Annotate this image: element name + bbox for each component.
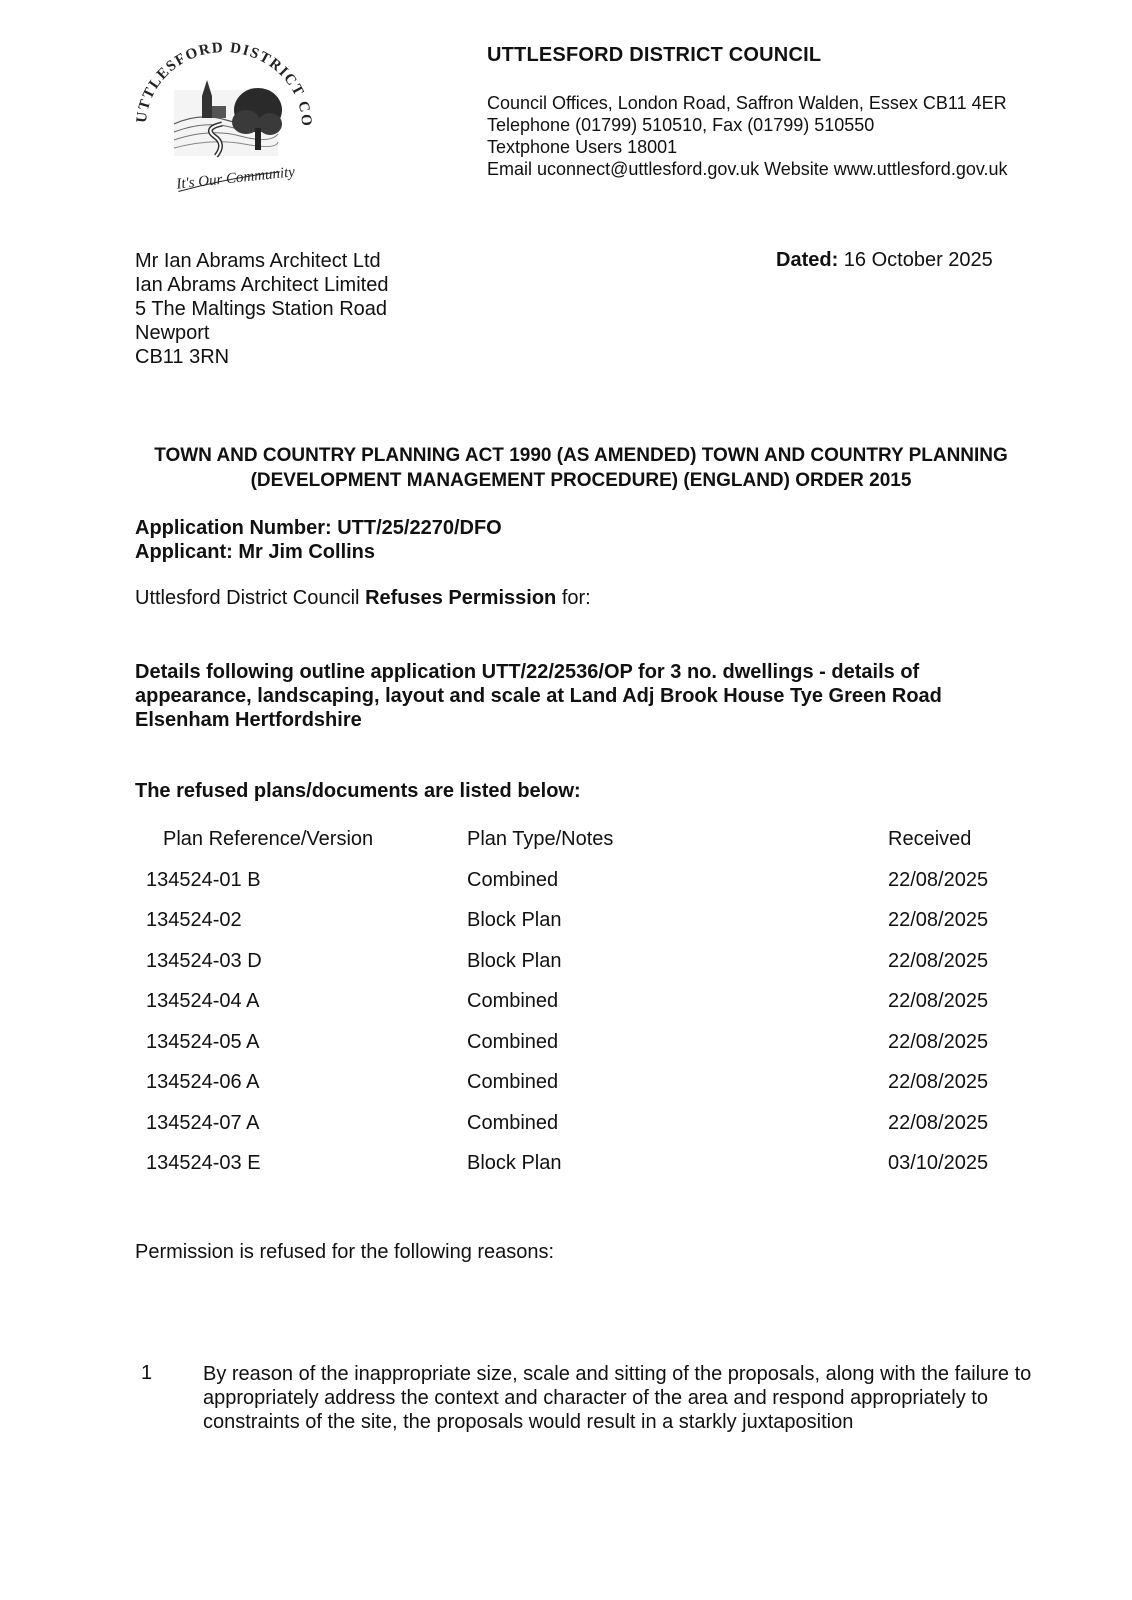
council-textphone: Textphone Users 18001	[487, 137, 678, 157]
council-logo-icon	[130, 28, 318, 200]
letter-date	[776, 249, 993, 272]
plan-type: Combined	[467, 990, 559, 1012]
table-row	[0, 1112, 1132, 1153]
plan-received-date: 22/08/2025	[888, 1111, 989, 1134]
decision-verdict: Refuses Permission	[365, 587, 557, 609]
plan-received-date: 22/08/2025	[888, 949, 989, 972]
table-row	[0, 1071, 1132, 1112]
table-row	[0, 950, 1132, 991]
logo-landscape-icon	[174, 80, 282, 156]
plan-type: Combined	[467, 1111, 559, 1134]
recipient-line: Ian Abrams Architect Limited	[135, 274, 389, 296]
plan-reference: 134524-03 E	[146, 1152, 261, 1174]
plan-received-date: 22/08/2025	[888, 909, 989, 931]
plans-table-header	[0, 828, 1132, 869]
plans-table	[0, 828, 1132, 1193]
decision-statement	[135, 587, 591, 610]
reason-number: 1	[141, 1362, 153, 1384]
plan-reference: 134524-02	[146, 909, 242, 931]
plan-reference: 134524-06 A	[146, 1071, 260, 1093]
plan-reference: 134524-01 B	[146, 868, 261, 891]
council-email-website: Email uconnect@uttlesford.gov.uk Website www.uttlesford.gov.uk	[487, 159, 1008, 179]
plan-reference: 134524-04 A	[146, 990, 260, 1012]
plan-received-date: 22/08/2025	[888, 1071, 989, 1093]
recipient-address	[135, 249, 388, 369]
reasons-intro: Permission is refused for the following reasons:	[135, 1241, 555, 1263]
column-header-reference: Plan Reference/Version	[163, 828, 374, 850]
council-logo	[130, 28, 318, 200]
logo-arc-text: UTTLESFORD DISTRICT CO	[133, 39, 315, 128]
table-row	[0, 909, 1132, 950]
recipient-line: Mr Ian Abrams Architect Ltd	[135, 250, 381, 272]
council-contact-block	[487, 92, 1008, 180]
decision-prefix: Uttlesford District Council	[135, 587, 366, 609]
table-row	[0, 1152, 1132, 1193]
plan-type: Block Plan	[467, 949, 562, 972]
council-offices-address: Council Offices, London Road, Saffron Walden, Essex CB11 4ER	[487, 93, 1007, 113]
table-row	[0, 1031, 1132, 1072]
column-header-type: Plan Type/Notes	[467, 828, 614, 850]
recipient-line: 5 The Maltings Station Road	[135, 298, 388, 320]
plan-reference: 134524-05 A	[146, 1030, 260, 1053]
dated-label: Dated:	[776, 249, 839, 271]
plan-reference: 134524-03 D	[146, 949, 262, 972]
act-title: TOWN AND COUNTRY PLANNING ACT 1990 (AS AMENDED) TOWN AND COUNTRY PLANNING (DEVELOPMENT MANAGEMENT PROCEDURE) (ENGLAND) ORDER 2015	[154, 445, 1008, 491]
dated-value: 16 October 2025	[843, 249, 993, 271]
plan-reference: 134524-07 A	[146, 1111, 260, 1134]
plan-received-date: 22/08/2025	[888, 868, 989, 891]
applicant-name: Applicant: Mr Jim Collins	[135, 541, 376, 563]
plan-type: Block Plan	[467, 909, 562, 931]
application-info	[135, 516, 502, 564]
decision-suffix: for:	[556, 587, 591, 609]
plan-type: Combined	[467, 868, 559, 891]
recipient-line: CB11 3RN	[135, 346, 230, 368]
plan-received-date: 03/10/2025	[888, 1152, 989, 1174]
plan-type: Combined	[467, 1071, 559, 1093]
logo-tagline: It's Our Community	[175, 164, 296, 193]
recipient-line: Newport	[135, 322, 210, 344]
table-row	[0, 869, 1132, 910]
plan-received-date: 22/08/2025	[888, 990, 989, 1012]
council-name: UTTLESFORD DISTRICT COUNCIL	[487, 44, 822, 66]
plan-type: Combined	[467, 1030, 559, 1053]
column-header-received: Received	[888, 828, 972, 850]
plans-heading: The refused plans/documents are listed below:	[135, 780, 581, 802]
plan-received-date: 22/08/2025	[888, 1030, 989, 1053]
reason-text: By reason of the inappropriate size, scale and sitting of the proposals, along with the failure to appropriately address the context and character of the area and respond appropriately to constraints of the site, the proposals would result in a starkly juxtaposition	[203, 1363, 1032, 1433]
table-row	[0, 990, 1132, 1031]
council-telephone: Telephone (01799) 510510, Fax (01799) 510550	[487, 115, 875, 135]
proposal-details: Details following outline application UTT/22/2536/OP for 3 no. dwellings - details of appearance, landscaping, layout and scale at Land Adj Brook House Tye Green Road Elsenham Hertfordshire	[135, 661, 942, 731]
plan-type: Block Plan	[467, 1152, 562, 1174]
application-number: Application Number: UTT/25/2270/DFO	[135, 517, 502, 539]
